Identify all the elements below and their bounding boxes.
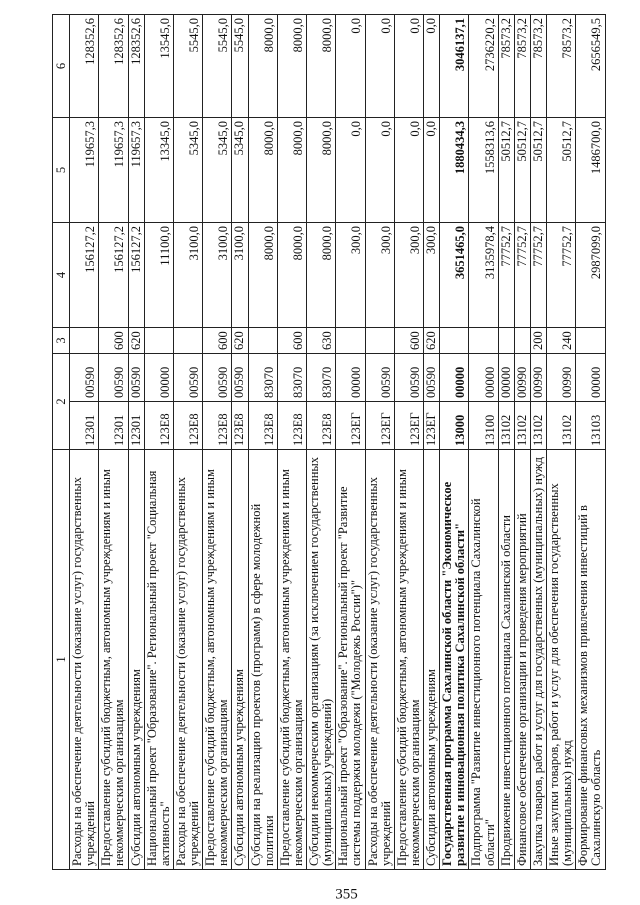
row-expense-type (469, 328, 498, 354)
row-name: Иные закупки товаров, работ и услуг для обеспечения государственных (муниципальных) нужд (547, 450, 576, 870)
row-value-col4: 3135978,4 (469, 223, 498, 328)
row-name: Расходы на обеспечение деятельности (оказание услуг) государственных учреждений (365, 450, 394, 870)
row-value-col4: 77752,7 (530, 223, 546, 328)
row-value-col6: 128352,6 (70, 15, 99, 118)
row-name: Субсидии автономным учреждениям (232, 450, 248, 870)
page-number: 355 (335, 886, 358, 903)
row-code-direction: 00590 (394, 354, 423, 402)
row-code-direction: 00000 (336, 354, 365, 402)
row-code-direction: 00590 (173, 354, 202, 402)
row-value-col5: 0,0 (424, 118, 440, 223)
row-value-col4: 300,0 (394, 223, 423, 328)
table-body (70, 15, 606, 870)
row-code-target: 13000 (440, 402, 469, 450)
row-value-col6: 78573,2 (547, 15, 576, 118)
header-col-2: 2 (53, 354, 70, 450)
row-value-col6: 13545,0 (144, 15, 173, 118)
row-value-col6: 128352,6 (128, 15, 144, 118)
row-code-direction: 00000 (469, 354, 498, 402)
row-expense-type: 620 (128, 328, 144, 354)
row-code-target: 12301 (128, 402, 144, 450)
row-value-col6: 2656549,5 (576, 15, 605, 118)
row-code-target: 123Е8 (248, 402, 277, 450)
row-code-target: 123Е8 (232, 402, 248, 450)
row-value-col6: 8000,0 (277, 15, 306, 118)
row-name: Предоставление субсидий бюджетным, автономным учреждениям и иным некоммерческим организациям (394, 450, 423, 870)
table-row (498, 15, 514, 870)
row-name: Предоставление субсидий бюджетным, автономным учреждениям и иным некоммерческим организациям (99, 450, 128, 870)
table-row (173, 15, 202, 870)
row-value-col4: 77752,7 (547, 223, 576, 328)
table-row (144, 15, 173, 870)
row-name: Подпрограмма "Развитие инвестиционного потенциала Сахалинской области" (469, 450, 498, 870)
header-col-4: 4 (53, 223, 70, 328)
row-code-direction: 00000 (440, 354, 469, 402)
row-code-target: 13102 (498, 402, 514, 450)
row-value-col6: 5545,0 (232, 15, 248, 118)
row-code-direction: 00590 (99, 354, 128, 402)
table-row (514, 15, 530, 870)
row-name: Финансовое обеспечение организации и проведения мероприятий (514, 450, 530, 870)
table-row (336, 15, 365, 870)
row-value-col4: 3100,0 (203, 223, 232, 328)
row-code-direction: 00990 (514, 354, 530, 402)
row-value-col6: 78573,2 (498, 15, 514, 118)
row-code-direction: 00590 (424, 354, 440, 402)
row-code-target: 123ЕГ (394, 402, 423, 450)
row-value-col5: 50512,7 (498, 118, 514, 223)
row-value-col4: 77752,7 (498, 223, 514, 328)
row-value-col6: 8000,0 (307, 15, 336, 118)
row-value-col5: 50512,7 (514, 118, 530, 223)
row-code-direction: 00590 (232, 354, 248, 402)
row-value-col5: 119657,3 (99, 118, 128, 223)
table-row (530, 15, 546, 870)
row-value-col4: 3100,0 (232, 223, 248, 328)
header-col-5: 5 (53, 118, 70, 223)
row-code-target: 13100 (469, 402, 498, 450)
row-value-col4: 156127,2 (70, 223, 99, 328)
row-value-col4: 3651465,0 (440, 223, 469, 328)
table-row (70, 15, 99, 870)
row-expense-type: 200 (530, 328, 546, 354)
row-code-direction: 00990 (547, 354, 576, 402)
row-value-col5: 0,0 (365, 118, 394, 223)
row-value-col5: 5345,0 (173, 118, 202, 223)
header-col-3: 3 (53, 328, 70, 354)
table-row (469, 15, 498, 870)
table-row (394, 15, 423, 870)
row-value-col5: 119657,3 (70, 118, 99, 223)
row-code-target: 13103 (576, 402, 605, 450)
row-name: Субсидии автономным учреждениям (128, 450, 144, 870)
row-value-col4: 300,0 (336, 223, 365, 328)
row-name: Формирование финансовых механизмов привлечения инвестиций в Сахалинскую область (576, 450, 605, 870)
row-expense-type: 620 (424, 328, 440, 354)
table-row (307, 15, 336, 870)
table-row (440, 15, 469, 870)
row-value-col5: 5345,0 (232, 118, 248, 223)
row-code-direction: 00590 (365, 354, 394, 402)
row-value-col4: 8000,0 (248, 223, 277, 328)
row-name: Закупка товаров, работ и услуг для государственных (муниципальных) нужд (530, 450, 546, 870)
table-row (424, 15, 440, 870)
row-value-col5: 8000,0 (248, 118, 277, 223)
row-value-col4: 3100,0 (173, 223, 202, 328)
row-name: Предоставление субсидий бюджетным, автономным учреждениям и иным некоммерческим организациям (203, 450, 232, 870)
row-value-col4: 8000,0 (307, 223, 336, 328)
row-value-col4: 156127,2 (128, 223, 144, 328)
row-value-col5: 8000,0 (307, 118, 336, 223)
row-code-target: 123ЕГ (365, 402, 394, 450)
row-value-col5: 8000,0 (277, 118, 306, 223)
row-code-direction: 00000 (576, 354, 605, 402)
table-row (277, 15, 306, 870)
row-code-target: 13102 (530, 402, 546, 450)
row-code-target: 12301 (99, 402, 128, 450)
row-value-col6: 78573,2 (530, 15, 546, 118)
row-value-col5: 1880434,3 (440, 118, 469, 223)
header-col-6: 6 (53, 15, 70, 118)
row-value-col4: 77752,7 (514, 223, 530, 328)
row-code-target: 13102 (514, 402, 530, 450)
row-value-col6: 128352,6 (99, 15, 128, 118)
row-value-col6: 3046137,1 (440, 15, 469, 118)
row-expense-type (336, 328, 365, 354)
row-expense-type (514, 328, 530, 354)
row-value-col6: 78573,2 (514, 15, 530, 118)
row-code-target: 13102 (547, 402, 576, 450)
row-code-direction: 00990 (530, 354, 546, 402)
row-code-direction: 83070 (277, 354, 306, 402)
row-code-target: 123Е8 (307, 402, 336, 450)
row-value-col6: 5545,0 (203, 15, 232, 118)
table-row (547, 15, 576, 870)
row-value-col6: 0,0 (336, 15, 365, 118)
row-expense-type: 630 (307, 328, 336, 354)
budget-table (52, 14, 606, 870)
row-value-col4: 300,0 (424, 223, 440, 328)
row-code-target: 123Е8 (173, 402, 202, 450)
row-name: Предоставление субсидий бюджетным, автономным учреждениям и иным некоммерческим организациям (277, 450, 306, 870)
table-row (203, 15, 232, 870)
row-expense-type: 600 (277, 328, 306, 354)
table-row (232, 15, 248, 870)
row-expense-type (498, 328, 514, 354)
table-row (248, 15, 277, 870)
row-name: Расходы на обеспечение деятельности (оказание услуг) государственных учреждений (70, 450, 99, 870)
table-row (365, 15, 394, 870)
row-value-col4: 156127,2 (99, 223, 128, 328)
row-value-col6: 0,0 (365, 15, 394, 118)
row-code-direction: 00000 (144, 354, 173, 402)
row-value-col6: 2736220,2 (469, 15, 498, 118)
row-value-col4: 300,0 (365, 223, 394, 328)
row-code-direction: 00590 (203, 354, 232, 402)
row-value-col5: 13345,0 (144, 118, 173, 223)
row-value-col5: 1558313,6 (469, 118, 498, 223)
row-expense-type (365, 328, 394, 354)
row-name: Национальный проект "Образование". Региональный проект "Развитие системы поддержки молодежи ("Молодежь России")" (336, 450, 365, 870)
row-name: Государственная программа Сахалинской области "Экономическое развитие и инновационная политика Сахалинской области" (440, 450, 469, 870)
row-expense-type: 240 (547, 328, 576, 354)
row-name: Расходы на обеспечение деятельности (оказание услуг) государственных учреждений (173, 450, 202, 870)
row-code-target: 123Е8 (277, 402, 306, 450)
header-row (53, 15, 70, 870)
row-name: Продвижение инвестиционного потенциала Сахалинской области (498, 450, 514, 870)
row-code-target: 12301 (70, 402, 99, 450)
row-name: Субсидии некоммерческим организациям (за исключением государственных (муниципальных) учреждений) (307, 450, 336, 870)
row-name: Национальный проект "Образование". Региональный проект "Социальная активность" (144, 450, 173, 870)
row-value-col5: 50512,7 (547, 118, 576, 223)
row-expense-type (576, 328, 605, 354)
row-value-col4: 2987099,0 (576, 223, 605, 328)
row-value-col5: 119657,3 (128, 118, 144, 223)
row-code-target: 123ЕГ (336, 402, 365, 450)
row-value-col5: 0,0 (394, 118, 423, 223)
row-code-target: 123Е8 (203, 402, 232, 450)
row-value-col6: 8000,0 (248, 15, 277, 118)
table-row (99, 15, 128, 870)
table-row (128, 15, 144, 870)
row-code-target: 123Е8 (144, 402, 173, 450)
row-value-col6: 5545,0 (173, 15, 202, 118)
row-expense-type (248, 328, 277, 354)
row-name: Субсидии на реализацию проектов (программ) в сфере молодежной политики (248, 450, 277, 870)
row-expense-type: 600 (203, 328, 232, 354)
row-value-col4: 8000,0 (277, 223, 306, 328)
row-value-col5: 50512,7 (530, 118, 546, 223)
row-expense-type (440, 328, 469, 354)
row-code-direction: 83070 (307, 354, 336, 402)
row-expense-type: 600 (99, 328, 128, 354)
row-value-col4: 11100,0 (144, 223, 173, 328)
row-name: Субсидии автономным учреждениям (424, 450, 440, 870)
row-value-col5: 5345,0 (203, 118, 232, 223)
row-value-col5: 1486700,0 (576, 118, 605, 223)
table-row (576, 15, 605, 870)
row-value-col6: 0,0 (394, 15, 423, 118)
row-expense-type: 600 (394, 328, 423, 354)
rotated-page (52, 0, 612, 903)
row-expense-type (173, 328, 202, 354)
row-value-col5: 0,0 (336, 118, 365, 223)
row-code-direction: 00590 (128, 354, 144, 402)
header-col-1: 1 (53, 450, 70, 870)
row-code-direction: 00590 (70, 354, 99, 402)
row-expense-type (144, 328, 173, 354)
row-code-direction: 83070 (248, 354, 277, 402)
row-value-col6: 0,0 (424, 15, 440, 118)
row-expense-type: 620 (232, 328, 248, 354)
row-expense-type (70, 328, 99, 354)
row-code-direction: 00000 (498, 354, 514, 402)
row-code-target: 123ЕГ (424, 402, 440, 450)
